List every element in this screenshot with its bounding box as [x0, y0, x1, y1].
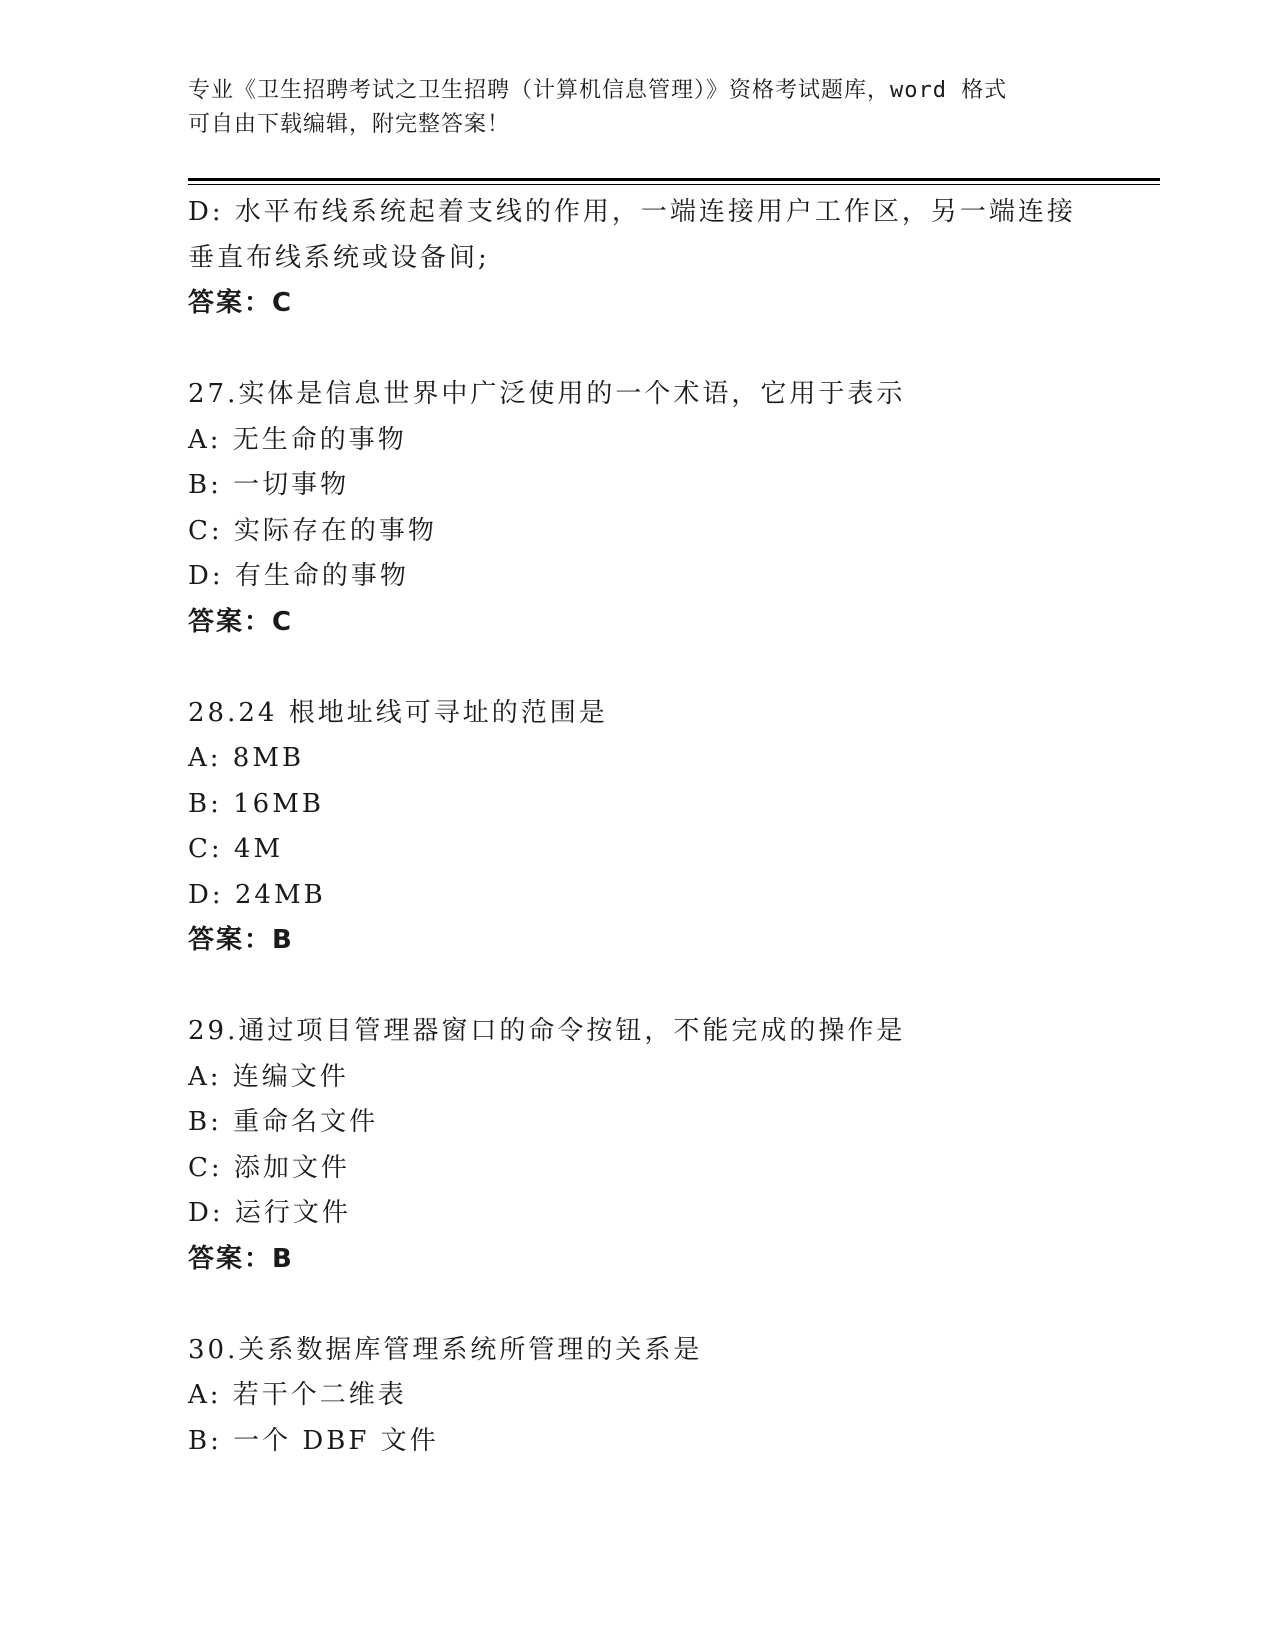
option-a: A: 无生命的事物	[188, 424, 407, 455]
previous-question-tail	[188, 190, 1088, 327]
option-d-continued: 垂直布线系统或设备间;	[188, 242, 490, 273]
option-b: B: 16MB	[188, 788, 324, 819]
option-a: A: 连编文件	[188, 1061, 349, 1092]
answer-label: 答案：B	[188, 1243, 294, 1274]
answer-label: 答案：B	[188, 925, 294, 955]
question-text: 27.实体是信息世界中广泛使用的一个术语，它用于表示	[188, 379, 906, 409]
question-list	[188, 190, 1088, 1464]
question-27	[188, 372, 1088, 645]
document-header	[188, 74, 1088, 142]
option-d: D: 水平布线系统起着支线的作用，一端连接用户工作区，另一端连接	[188, 197, 1076, 227]
option-d: D: 有生命的事物	[188, 561, 409, 591]
question-text: 28.24 根地址线可寻址的范围是	[188, 697, 608, 728]
option-d: D: 24MB	[188, 879, 326, 910]
question-29	[188, 1009, 1088, 1282]
option-b: B: 重命名文件	[188, 1107, 379, 1137]
option-a: A: 若干个二维表	[188, 1380, 407, 1410]
header-divider-thin	[188, 184, 1160, 185]
question-30	[188, 1328, 1088, 1465]
header-title-line2: 可自由下载编辑，附完整答案！	[188, 112, 511, 137]
question-text: 29.通过项目管理器窗口的命令按钮，不能完成的操作是	[188, 1016, 906, 1046]
header-title-line1: 专业《卫生招聘考试之卫生招聘（计算机信息管理）》资格考试题库，word 格式	[188, 78, 1008, 103]
option-c: C: 4M	[188, 834, 284, 864]
answer-label: 答案：C	[188, 606, 294, 637]
option-d: D: 运行文件	[188, 1198, 351, 1228]
option-a: A: 8MB	[188, 743, 305, 773]
question-28	[188, 691, 1088, 964]
header-divider-thick	[188, 178, 1160, 181]
option-c: C: 添加文件	[188, 1152, 350, 1183]
option-c: C: 实际存在的事物	[188, 515, 437, 546]
question-text: 30.关系数据库管理系统所管理的关系是	[188, 1334, 703, 1365]
option-b: B: 一切事物	[188, 470, 350, 500]
answer-label: 答案：C	[188, 288, 294, 318]
option-b: B: 一个 DBF 文件	[188, 1425, 439, 1456]
